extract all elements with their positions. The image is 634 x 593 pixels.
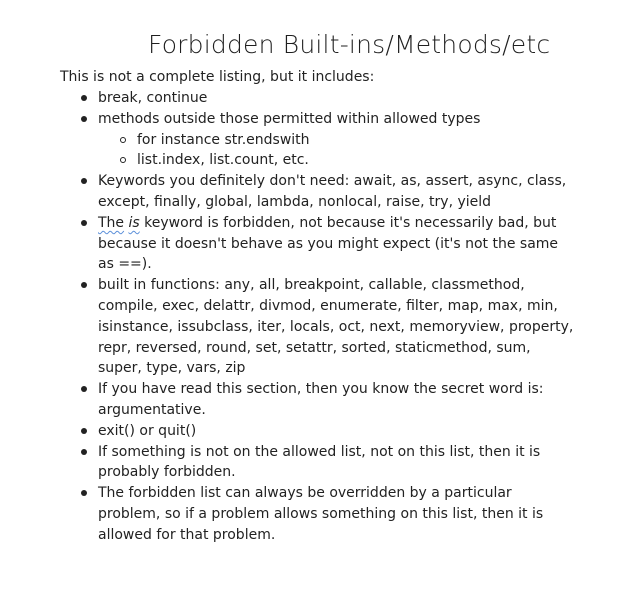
emphasized-keyword[interactable]: is <box>128 214 140 231</box>
sub-list-item-text: list.index, list.count, etc. <box>137 152 309 169</box>
sub-list-item <box>137 130 576 151</box>
bullet-icon <box>81 95 87 101</box>
list-item-text: built in functions: any, all, breakpoint, callable, classmethod, compile, exec, delattr, divmod, enumerate, filter, map, max, min, isinstance, issubclass, iter, locals, oct, next, memoryview, property, repr, reversed, round, set, setattr, sorted, staticmethod, sum, super, type, vars, zip <box>98 277 574 377</box>
list-item <box>98 88 576 109</box>
forbidden-list <box>98 88 576 546</box>
list-item <box>98 442 576 484</box>
sub-list-item-text: for instance str.endswith <box>137 131 310 148</box>
list-item-text: methods outside those permitted within allowed types <box>98 110 481 127</box>
list-item <box>98 379 576 421</box>
bullet-icon <box>81 220 87 226</box>
spellcheck-word[interactable]: The <box>98 214 125 231</box>
list-item <box>98 275 576 379</box>
list-item <box>98 171 576 213</box>
sub-list-item <box>137 150 576 171</box>
list-item-text: Keywords you definitely don't need: await, as, assert, async, class, except, finally, global, lambda, nonlocal, raise, try, yield <box>98 173 567 210</box>
list-item <box>98 109 576 171</box>
page-title: Forbidden Built-ins/Methods/etc <box>148 30 551 59</box>
list-item-text: break, continue <box>98 90 208 106</box>
bullet-icon <box>81 449 87 455</box>
sub-list <box>98 130 576 172</box>
bullet-icon <box>81 428 87 434</box>
list-item <box>98 421 576 442</box>
list-item-text: If you have read this section, then you know the secret word is: argumentative. <box>98 381 544 418</box>
hollow-bullet-icon <box>120 137 126 143</box>
list-item-text: The forbidden list can always be overridden by a particular problem, so if a problem allows something on this list, then it is allowed for that problem. <box>98 485 544 543</box>
list-item <box>98 213 576 275</box>
list-item-text: If something is not on the allowed list, not on this list, then it is probably forbidden. <box>98 443 541 481</box>
bullet-icon <box>81 490 87 496</box>
hollow-bullet-icon <box>120 157 126 163</box>
bullet-icon <box>81 116 87 122</box>
list-item-text: exit() or quit() <box>98 422 197 439</box>
bullet-icon <box>81 386 87 392</box>
list-item-text: keyword is forbidden, not because it's necessarily bad, but because it doesn't behave as you might expect (it's not the same as ==). <box>98 214 559 273</box>
intro-text: This is not a complete listing, but it includes: <box>60 69 375 85</box>
list-item <box>98 483 576 545</box>
bullet-icon <box>81 178 87 184</box>
bullet-icon <box>81 282 87 288</box>
